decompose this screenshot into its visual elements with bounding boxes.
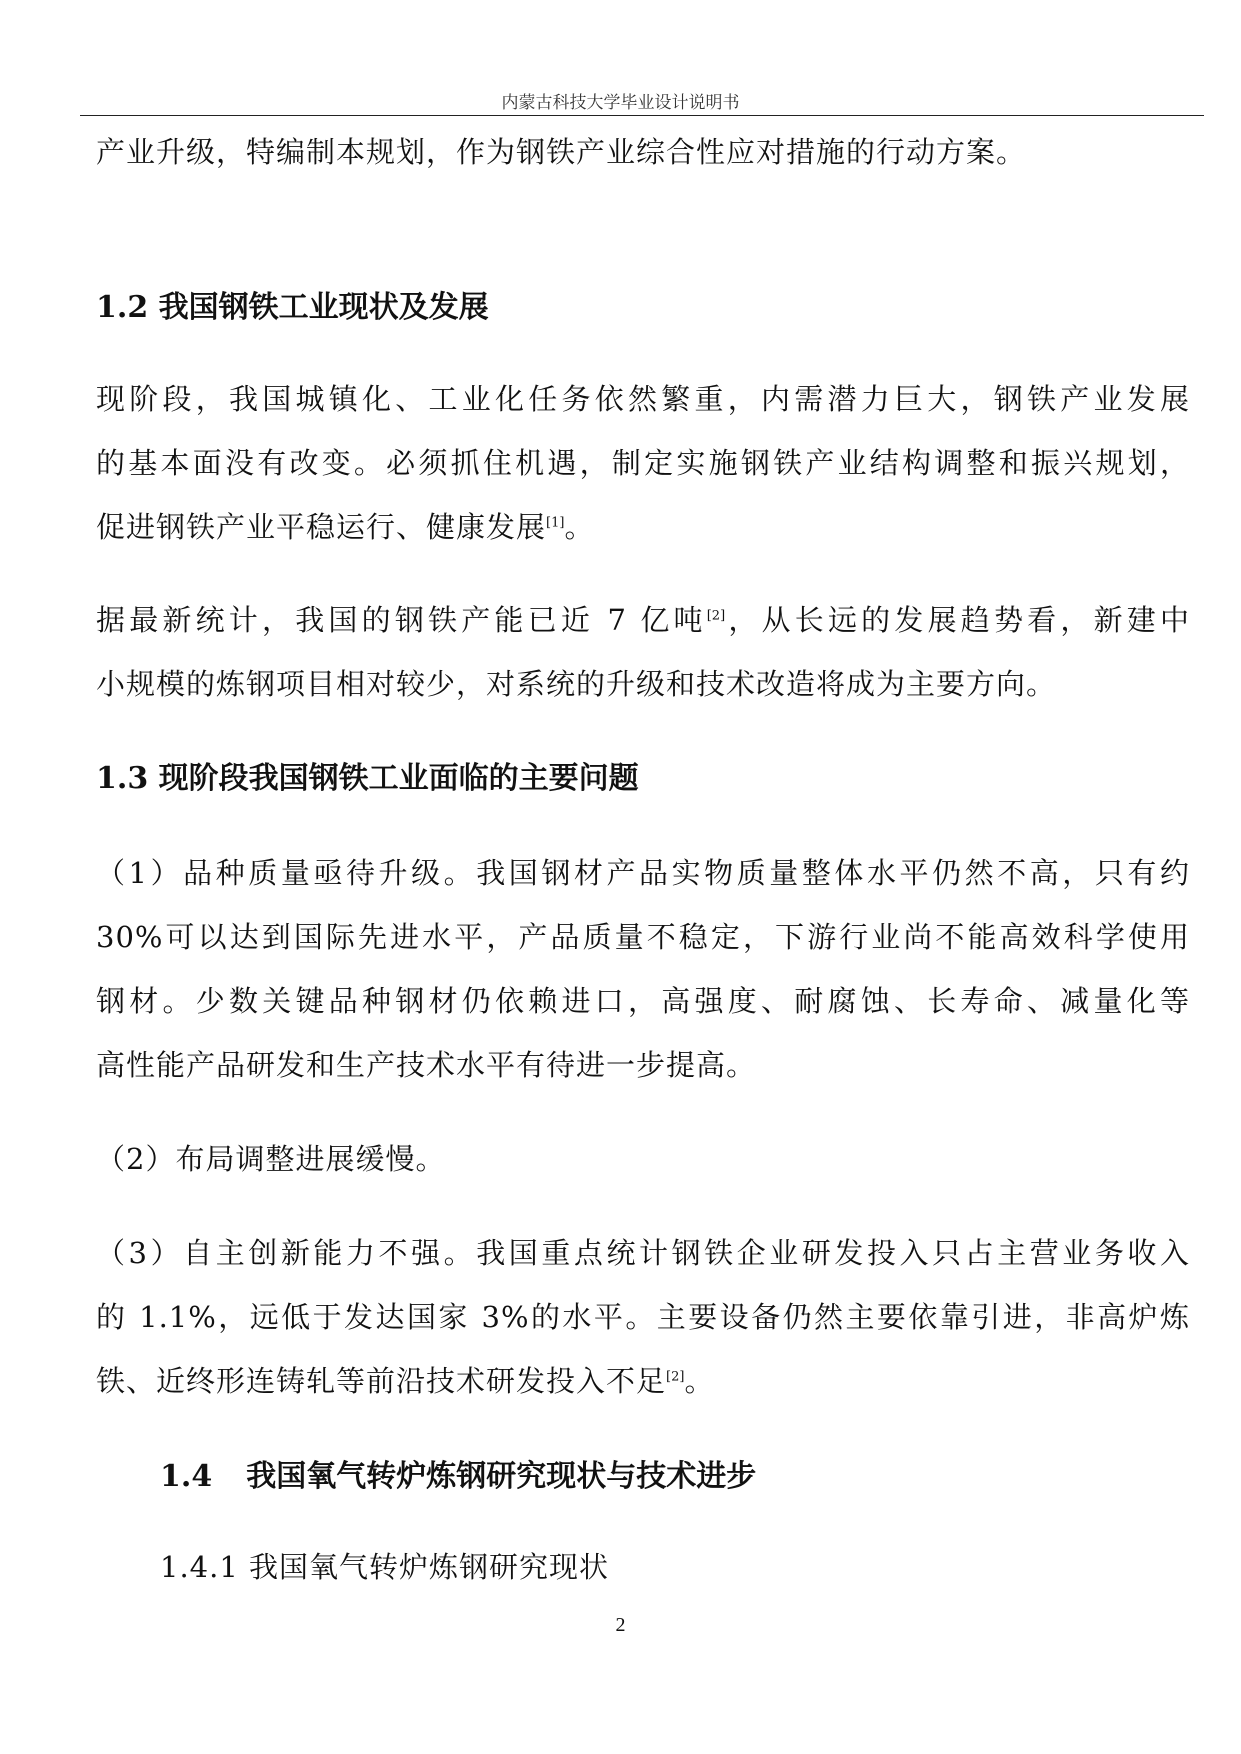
intro-line: 产业升级，特编制本规划，作为钢铁产业综合性应对措施的行动方案。 (96, 135, 1027, 169)
section-1-3-item3-line1: （3）自主创新能力不强。我国重点统计钢铁企业研发投入只占主营业务收入 (96, 1236, 1190, 1270)
para1-line3-text: 促进钢铁产业平稳运行、健康发展 (96, 510, 547, 544)
header-rule (80, 115, 1204, 116)
section-1-2-para2-line1 (96, 603, 1190, 637)
section-1-3-item3-line3 (96, 1364, 715, 1398)
page-header: 内蒙古科技大学毕业设计说明书 (501, 93, 740, 112)
item3-line3-text: 铁、近终形连铸轧等前沿技术研发投入不足 (96, 1364, 667, 1398)
section-1-4-heading (160, 1459, 757, 1494)
section-1-3-item2: （2）布局调整进展缓慢。 (96, 1142, 446, 1176)
section-1-2-para1-line1: 现阶段，我国城镇化、工业化任务依然繁重，内需潜力巨大，钢铁产业发展 (96, 382, 1190, 416)
section-1-2-heading: 1.2 我国钢铁工业现状及发展 (96, 290, 489, 325)
citation-2: [2] (706, 608, 726, 624)
subsection-1-4-1-heading: 1.4.1 我国氧气转炉炼钢研究现状 (160, 1550, 610, 1584)
section-1-4-number: 1.4 (160, 1459, 213, 1494)
section-1-4-title: 我国氧气转炉炼钢研究现状与技术进步 (246, 1459, 757, 1494)
section-1-3-heading: 1.3 现阶段我国钢铁工业面临的主要问题 (96, 761, 639, 796)
page-number: 2 (615, 1614, 626, 1636)
item3-line3-end: 。 (684, 1364, 715, 1398)
para1-line3-end: 。 (564, 510, 595, 544)
section-1-2-para1-line3 (96, 510, 595, 544)
para2-line1-text-b: ，从长远的发展趋势看，新建中 (725, 603, 1190, 637)
section-1-2-para1-line2: 的基本面没有改变。必须抓住机遇，制定实施钢铁产业结构调整和振兴规划， (96, 446, 1190, 480)
section-1-3-item3-line2: 的 1.1%，远低于发达国家 3%的水平。主要设备仍然主要依靠引进，非高炉炼 (96, 1300, 1190, 1334)
para2-line1-text-a: 据最新统计，我国的钢铁产能已近 7 亿吨 (96, 603, 707, 637)
section-1-2-para2-line2: 小规模的炼钢项目相对较少，对系统的升级和技术改造将成为主要方向。 (96, 667, 1057, 701)
section-1-3-item1-line1: （1）品种质量亟待升级。我国钢材产品实物质量整体水平仍然不高，只有约 (96, 856, 1190, 890)
section-1-3-item1-line3: 钢材。少数关键品种钢材仍依赖进口，高强度、耐腐蚀、长寿命、减量化等 (96, 984, 1190, 1018)
citation-3: [2] (666, 1369, 685, 1385)
citation-1: [1] (546, 515, 565, 531)
section-1-3-item1-line4: 高性能产品研发和生产技术水平有待进一步提高。 (96, 1048, 757, 1082)
section-1-3-item1-line2: 30%可以达到国际先进水平，产品质量不稳定，下游行业尚不能高效科学使用 (96, 920, 1190, 954)
